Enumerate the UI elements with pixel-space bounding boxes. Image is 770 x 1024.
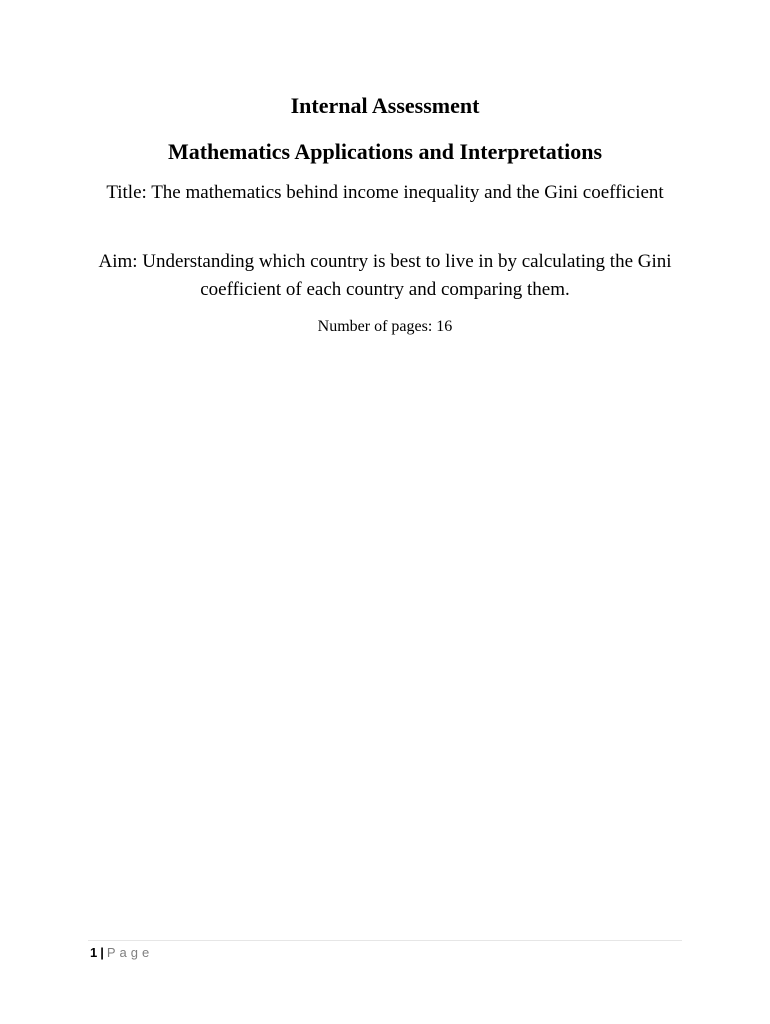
- page-count: Number of pages: 16: [317, 318, 453, 335]
- page-label: Page: [106, 945, 154, 960]
- page-number: 1: [90, 945, 98, 960]
- footer-divider: [88, 940, 682, 941]
- page-title: Internal Assessment: [290, 93, 480, 118]
- subject-heading: Mathematics Applications and Interpretations: [167, 139, 603, 164]
- aim-line: Aim: Understanding which country is best to live in by calculating the Gini coefficient of each country and comparing them.: [98, 251, 672, 300]
- page-footer: [90, 944, 153, 962]
- title-line: Title: The mathematics behind income inequality and the Gini coefficient: [106, 182, 664, 203]
- footer-separator: |: [100, 945, 104, 960]
